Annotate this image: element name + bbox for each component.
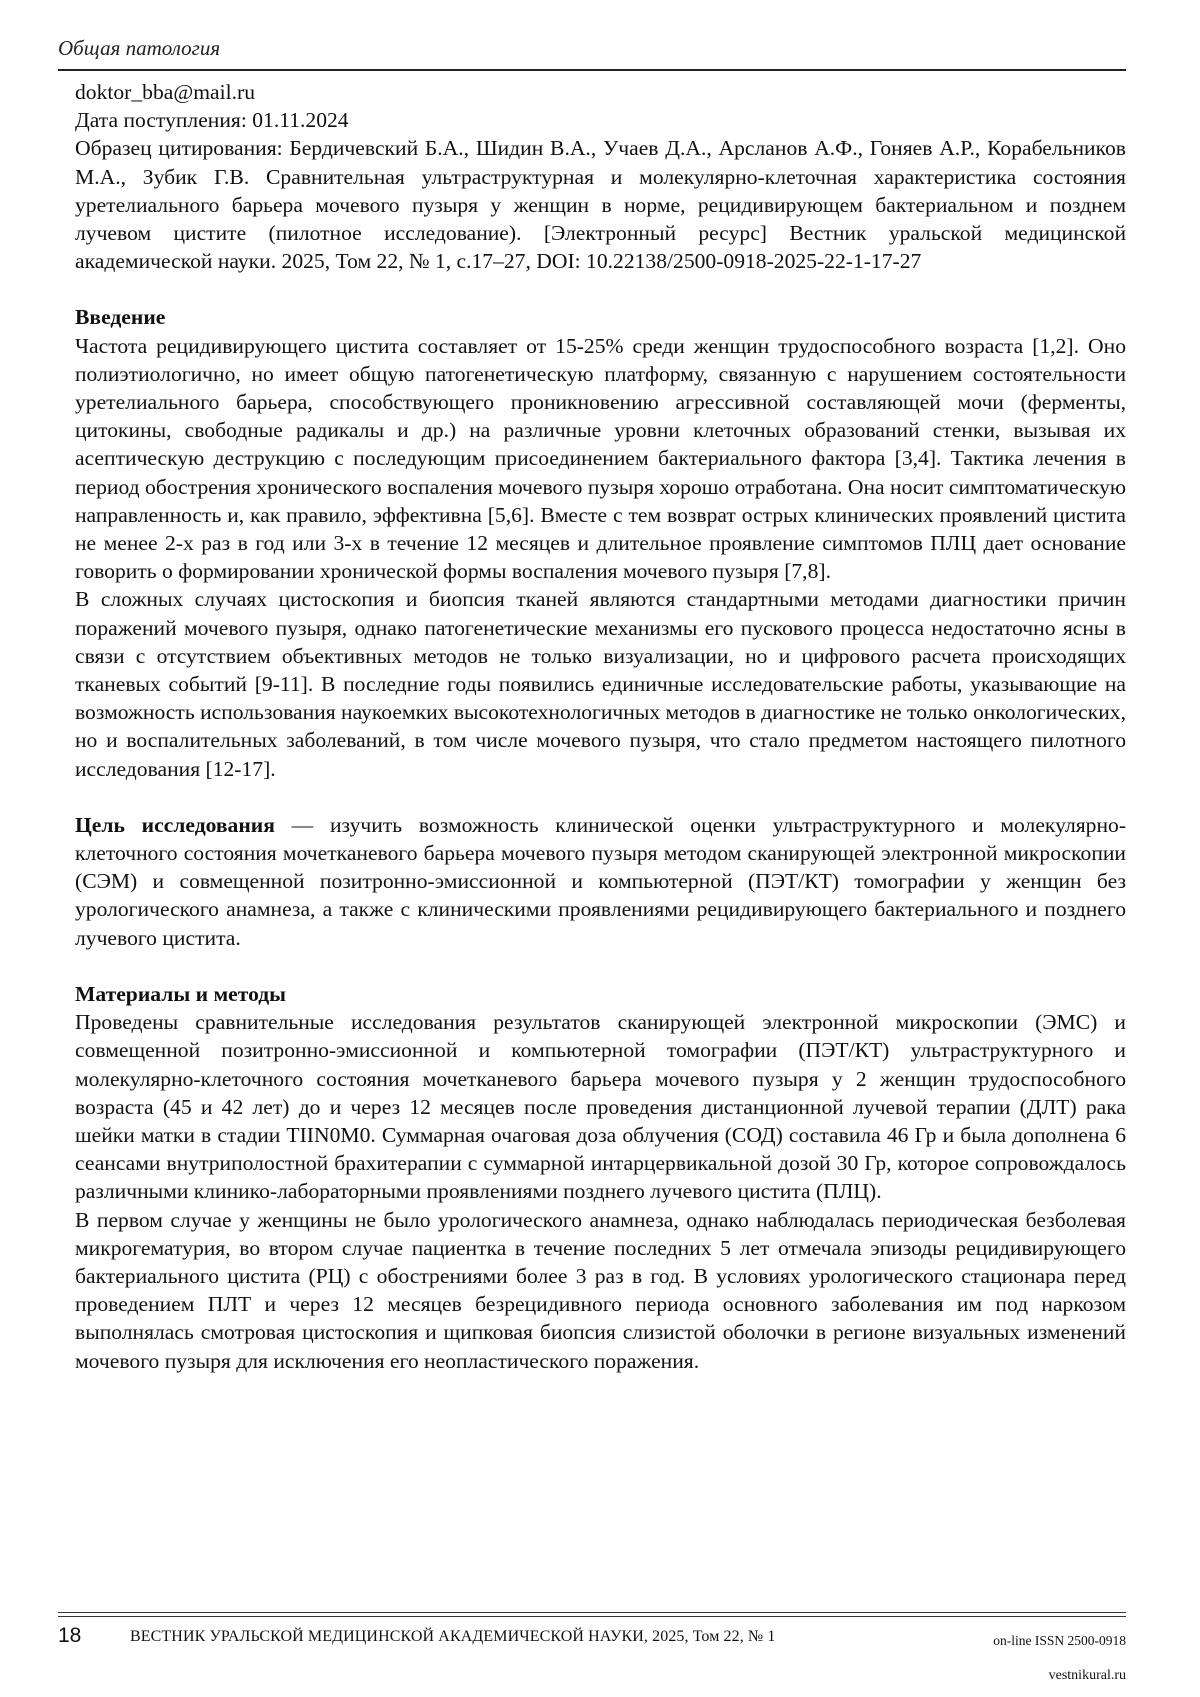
journal-website: vestnikural.ru <box>1048 1668 1126 1683</box>
citation-sample: Образец цитирования: Бердичевский Б.А., Шидин В.А., Учаев Д.А., Арсланов А.Ф., Гоняев А.Р., Корабельников М.А., Зубик Г.В. Сравнительная ультраструктурная и молекулярно-клеточная характеристика состояния уретелиального барьера мочевого пузыря у женщин в норме, рецидивирующем бактериальном и позднем лучевом цистите (пилотное исследование). [Электронный ресурс] Вестник уральской медицинской академической науки. 2025, Том 22, № 1, с.17–27, DOI: 10.22138/2500-0918-2025-22-1-17-27 <box>75 136 1126 274</box>
paragraph: Частота рецидивирующего цистита составляет от 15-25% среди женщин трудоспособного возраста [1,2]. Оно полиэтиологично, но имеет общую патогенетическую платформу, связанную с нарушением состоятельности уретелиального барьера, способствующего проникновению агрессивной составляющей мочи (ферменты, цитокины, свободные радикалы и др.) на различные уровни клеточных образований стенки, вызывая их асептическую деструкцию с последующим присоединением бактериального фактора [3,4]. Тактика лечения в период обострения хронического воспаления мочевого пузыря хорошо отработана. Она носит симптоматическую направленность и, как правило, эффективна [5,6]. Вместе с тем возврат острых клинических проявлений цистита не менее 2-х раз в год или 3-х в течение 12 месяцев и длительное проявление симптомов ПЛЦ дает основание говорить о формировании хронической формы воспаления мочевого пузыря [7,8]. <box>75 333 1126 584</box>
paragraph: Проведены сравнительные исследования результатов сканирующей электронной микроскопии (ЭМС) и совмещенной позитронно-эмиссионной и компьютерной томографии (ПЭТ/КТ) ультраструктурного и молекулярно-клеточного состояния мочетканевого барьера мочевого пузыря у 2 женщин трудоспособного возраста (45 и 42 лет) до и через 12 месяцев после проведения дистанционной лучевой терапии (ДЛТ) рака шейки матки в стадии TIIN0M0. Суммарная очаговая доза облучения (СОД) составила 46 Гр и была дополнена 6 сеансами внутриполостной брахитерапии с суммарной интарцервикальной дозой 30 Гр, которое сопровождалось различными клинико-лабораторными проявлениями позднего лучевого цистита (ПЛЦ). <box>75 1010 1126 1204</box>
paragraph: В первом случае у женщины не было урологического анамнеза, однако наблюдалась периодическая безболевая микрогематурия, во втором случае пациентка в течение последних 5 лет отмечала эпизоды рецидивирующего бактериального цистита (РЦ) с обострениями более 3 раз в год. В условиях урологического стационара перед проведением ПЛТ и через 12 месяцев безрецидивного периода основного заболевания им под наркозом выполнялась смотровая цистоскопия и щипковая биопсия слизистой оболочки в регионе визуальных изменений мочевого пузыря для исключения его неопластического поражения. <box>75 1207 1126 1373</box>
article-meta <box>75 78 1126 275</box>
section-introduction <box>75 303 1126 782</box>
section-title-methods: Материалы и методы <box>75 981 287 1006</box>
header-rule <box>58 69 1126 71</box>
section-aim <box>75 811 1126 952</box>
paragraph: В сложных случаях цистоскопия и биопсия тканей являются стандартными методами диагностики причин поражений мочевого пузыря, однако патогенетические механизмы его пускового процесса недостаточно ясны в связи с отсутствием объективных методов не только визуализации, но и цифрового расчета происходящих тканевых событий [9-11]. В последние годы появились единичные исследовательские работы, указывающие на возможность использования наукоемких высокотехнологичных методов в диагностике не только онкологических, но и воспалительных заболеваний, в том числе мочевого пузыря, что стало предметом настоящего пилотного исследования [12-17]. <box>75 587 1126 781</box>
article-body <box>75 78 1126 1375</box>
aim-text: — изучить возможность клинической оценки ультраструктурного и молекулярно-клеточного состояния мочетканевого барьера мочевого пузыря методом сканирующей электронной микроскопии (СЭМ) и совмещенной позитронно-эмиссионной и компьютерной (ПЭТ/КТ) томографии у женщин без урологического анамнеза, а также с клиническими проявлениями рецидивирующего бактериального и позднего лучевого цистита. <box>75 812 1127 950</box>
issn: on-line ISSN 2500-0918 <box>993 1633 1126 1648</box>
running-title: Общая патология <box>58 36 221 60</box>
footer-rule <box>58 1612 1126 1613</box>
paragraph <box>75 811 1126 952</box>
page-number: 18 <box>58 1624 82 1647</box>
section-methods <box>75 980 1126 1375</box>
section-title-introduction: Введение <box>75 305 166 330</box>
author-email: doktor_bba@mail.ru <box>75 80 256 104</box>
footer-rule <box>58 1616 1126 1617</box>
aim-lead: Цель исследования <box>75 812 275 837</box>
received-date: Дата поступления: 01.11.2024 <box>75 108 349 133</box>
journal-name: ВЕСТНИК УРАЛЬСКОЙ МЕДИЦИНСКОЙ АКАДЕМИЧЕСКОЙ НАУКИ, 2025, Том 22, № 1 <box>130 1628 776 1645</box>
